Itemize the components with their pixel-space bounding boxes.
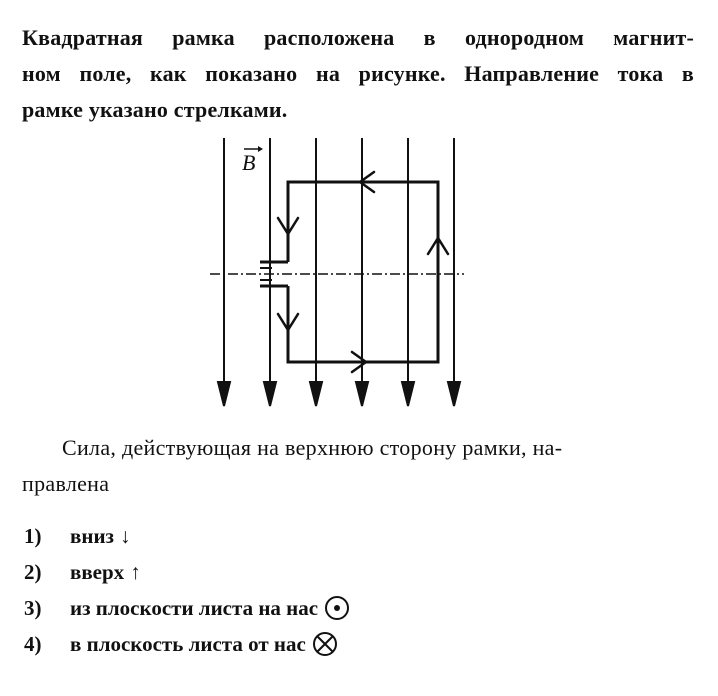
answer-option-2[interactable] bbox=[24, 558, 141, 586]
field-arrowhead-4 bbox=[356, 382, 368, 406]
field-arrowhead-1 bbox=[218, 382, 230, 406]
circle-dot-icon bbox=[324, 595, 350, 621]
question-line-1: Сила, действующая на верхнюю сторону рамки, на- bbox=[62, 435, 563, 460]
field-label-b bbox=[242, 146, 263, 175]
option-text: вверх bbox=[70, 560, 125, 584]
field-arrowhead-3 bbox=[310, 382, 322, 406]
option-number: 2) bbox=[24, 560, 42, 584]
option-number: 4) bbox=[24, 632, 42, 656]
field-lines bbox=[218, 138, 460, 406]
option-text: вниз bbox=[70, 524, 114, 548]
option-text: в плоскость листа от нас bbox=[70, 632, 306, 656]
intro-line-1: Квадратная рамка расположена в однородном магнит- bbox=[22, 25, 694, 50]
intro-line-3: рамке указано стрелками. bbox=[22, 97, 288, 122]
intro-line-2: ном поле, как показано на рисунке. Направление тока в bbox=[22, 61, 694, 86]
field-arrowhead-2 bbox=[264, 382, 276, 406]
field-label-text: B bbox=[242, 150, 256, 175]
option-number: 3) bbox=[24, 596, 42, 620]
arrow-up-icon: ↑ bbox=[130, 560, 141, 584]
option-text: из плоскости листа на нас bbox=[70, 596, 319, 620]
magnetic-field-figure bbox=[200, 130, 480, 415]
question-line-2: правлена bbox=[22, 471, 110, 496]
option-number: 1) bbox=[24, 524, 42, 548]
answer-option-1[interactable] bbox=[24, 522, 130, 550]
current-frame bbox=[260, 182, 438, 362]
field-arrowhead-6 bbox=[448, 382, 460, 406]
circle-cross-icon bbox=[312, 631, 338, 657]
answer-option-4[interactable] bbox=[24, 630, 338, 658]
field-arrowhead-5 bbox=[402, 382, 414, 406]
arrow-down-icon: ↓ bbox=[119, 524, 131, 548]
answer-option-3[interactable] bbox=[24, 594, 350, 622]
